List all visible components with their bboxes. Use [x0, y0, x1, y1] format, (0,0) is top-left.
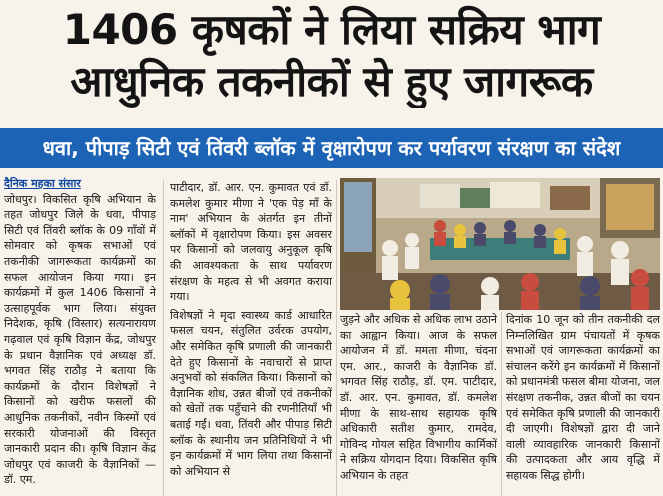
column-divider	[501, 312, 502, 496]
subheadline-text: धवा, पीपाड़ सिटी एवं तिंवरी ब्लॉक में वृक्षारोपण कर पर्यावरण संरक्षण का संदेश	[42, 136, 621, 160]
column-1-text: जोधपुर। विकसित कृषि अभियान के तहत जोधपुर जिले के धवा, पीपाड़ सिटी एवं तिंवरी ब्लॉक के 09 गाँवों में सोमवार को कृषक सभाओं एवं तकनीकी जागरूकता कार्यक्रमों का सफल आयोजन किया गया। इन कार्यक्रमों में कुल 1406 किसानों ने उत्साहपूर्वक भाग लिया। संयुक्त निदेशक, कृषि (विस्तार) सत्यनारायण गढ़वाल एवं कृषि विज्ञान केंद्र, जोधपुर के प्रधान वैज्ञानिक एवं अध्यक्ष डॉ. भगवत सिंह राठौड़ ने बताया कि कार्यक्रमों के दौरान विशेषज्ञों ने किसानों को खरीफ फसलों की आधुनिक तकनीकों, नवीन किस्मों एवं सरकारी योजनाओं की विस्तृत जानकारी प्रदान की। कृषि विज्ञान केंद्र जोधपुर एवं काजरी के वैज्ञानिकों — डॉ. एम.	[4, 192, 156, 487]
headline-line-1: 1406 कृषकों ने लिया सक्रिय भाग	[62, 5, 601, 54]
column-divider	[336, 180, 337, 496]
column-2-text-b: विशेषज्ञों ने मृदा स्वास्थ्य कार्ड आधारित फसल चयन, संतुलित उर्वरक उपयोग, और समेकित कृषि प्रणाली की जानकारी देते हुए किसानों के नवाचारों से प्राप्त अनुभवों को संकलित किया। किसानों को वैज्ञानिक शोध, उन्नत बीजों एवं तकनीकों को खेतों तक पहुँचाने की रणनीतियाँ भी बताई गईं। धवा, तिंवरी और पीपाड़ सिटी ब्लॉक के स्थानीय जन प्रतिनिधियों ने भी इन कार्यक्रमों में भाग लिया तथा किसानों को अभियान से	[170, 308, 332, 478]
article-column-3	[340, 312, 497, 496]
article-column-2	[170, 180, 332, 496]
photo-illustration	[340, 178, 660, 310]
byline: दैनिक महका संसार	[4, 177, 81, 190]
column-3-text: जुड़ने और अधिक से अधिक लाभ उठाने का आह्वान किया। आज के सफल आयोजन में डॉ. ममता मीणा, चंदना एम. आर., काजरी के वैज्ञानिक डॉ. भगवत सिंह राठौड़, डॉ. एम. पाटीदार, डॉ. आर. एन. कुमावत, डॉ. कमलेश मीणा के साथ-साथ सहायक कृषि अधिकारी सतीश कुमार, रामदेव, गोविन्द गोयल सहित विभागीय कार्मिकों ने सक्रिय योगदान दिया। विकसित कृषि अभियान के तहत	[340, 313, 497, 482]
column-divider	[163, 180, 164, 496]
farmers-meeting-photo	[340, 178, 660, 310]
article-column-4	[506, 312, 660, 496]
column-4-text: दिनांक 10 जून को तीन तकनीकी दल निम्नलिखित ग्राम पंचायतों में कृषक सभाओं एवं जागरूकता कार्यक्रमों का संचालन करेंगे इन कार्यक्रमों में किसानों को प्रधानमंत्री फसल बीमा योजना, जल संरक्षण तकनीक, उन्नत बीजों का चयन एवं समेकित कृषि प्रणाली की जानकारी दी जाएगी। विशेषज्ञों द्वारा दी जाने वाली व्यावहारिक जानकारी किसानों की उत्पादकता और आय वृद्धि में सहायक सिद्ध होगी।	[506, 313, 660, 482]
subheadline-bar	[0, 128, 663, 168]
column-2-text-a: पाटीदार, डॉ. आर. एन. कुमावत एवं डॉ. कमलेश कुमार मीणा ने 'एक पेड़ माँ के नाम' अभियान के अंतर्गत इन तीनों ब्लॉकों में वृक्षारोपण किया। इस अवसर पर किसानों को जलवायु अनुकूल कृषि की आवश्यकता के साथ पर्यावरण संरक्षण के महत्व से भी अवगत कराया गया।	[170, 181, 332, 304]
article-column-1	[4, 176, 156, 496]
headline-line-2: आधुनिक तकनीकों से हुए जागरूक	[70, 57, 593, 106]
